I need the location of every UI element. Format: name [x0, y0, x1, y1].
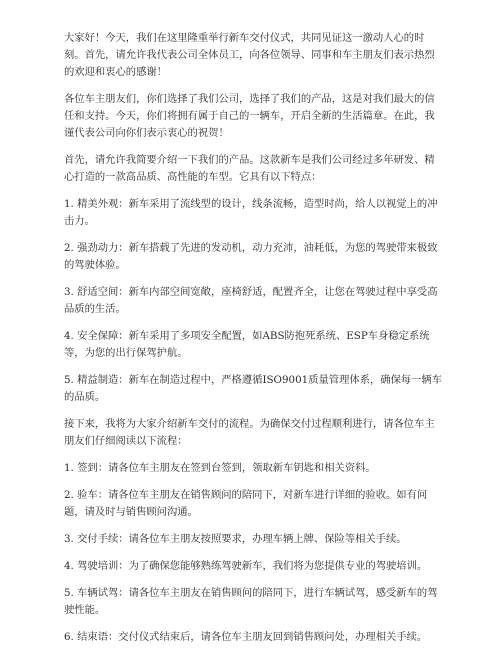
list-item: 3. 舒适空间：新车内部空间宽敞，座椅舒适，配置齐全，让您在驾驶过程中享受高品质的生活。 [64, 286, 438, 315]
list-item: 4. 安全保障：新车采用了多项安全配置，如ABS防抱死系统、ESP车身稳定系统等，为您的出行保驾护航。 [64, 330, 430, 359]
process-list [64, 460, 444, 646]
list-item: 1. 签到：请各位车主朋友在签到台签到，领取新车钥匙和相关资料。 [64, 462, 376, 474]
list-item: 2. 验车：请各位车主朋友在销售顾问的陪同下，对新车进行详细的验收。如有问题，请及时与销售顾问沟通。 [64, 489, 428, 518]
paragraph-congratulations: 各位车主朋友们，你们选择了我们公司，选择了我们的产品，这是对我们最大的信任和支持。今天，你们将拥有属于自己的一辆车，开启全新的生活篇章。在此，我谨代表公司向你们表示衷心的祝贺！ [64, 93, 435, 139]
list-item: 2. 强劲动力：新车搭载了先进的发动机，动力充沛，油耗低，为您的驾驶带来极致的驾驶体验。 [64, 242, 438, 271]
list-item: 5. 车辆试驾：请各位车主朋友在销售顾问的陪同下，进行车辆试驾，感受新车的驾驶性能。 [64, 587, 438, 616]
list-item: 6. 结束语：交付仪式结束后，请各位车主朋友回到销售顾问处，办理相关手续。 [64, 631, 428, 643]
list-item: 1. 精美外观：新车采用了流线型的设计，线条流畅，造型时尚，给人以视觉上的冲击力。 [64, 198, 438, 227]
list-item: 3. 交付手续：请各位车主朋友按照要求，办理车辆上牌、保险等相关手续。 [64, 533, 407, 545]
paragraph-process-intro: 接下来，我将为大家介绍新车交付的流程。为确保交付过程顺利进行，请各位车主朋友们仔细阅读以下流程： [64, 418, 435, 447]
paragraph-product-intro: 首先，请允许我简要介绍一下我们的产品。这款新车是我们公司经过多年研发、精心打造的一款高品质、高性能的车型。它具有以下特点： [64, 154, 435, 183]
document-body [64, 30, 444, 656]
paragraph-welcome: 大家好！今天，我们在这里隆重举行新车交付仪式，共同见证这一激动人心的时刻。首先，请允许我代表公司全体员工，向各位领导、同事和车主朋友们表示热烈的欢迎和衷心的感谢！ [64, 32, 435, 78]
list-item: 5. 精益制造：新车在制造过程中，严格遵循ISO9001质量管理体系，确保每一辆车的品质。 [64, 374, 443, 403]
list-item: 4. 驾驶培训：为了确保您能够熟练驾驶新车，我们将为您提供专业的驾驶培训。 [64, 560, 428, 572]
feature-list [64, 196, 444, 406]
